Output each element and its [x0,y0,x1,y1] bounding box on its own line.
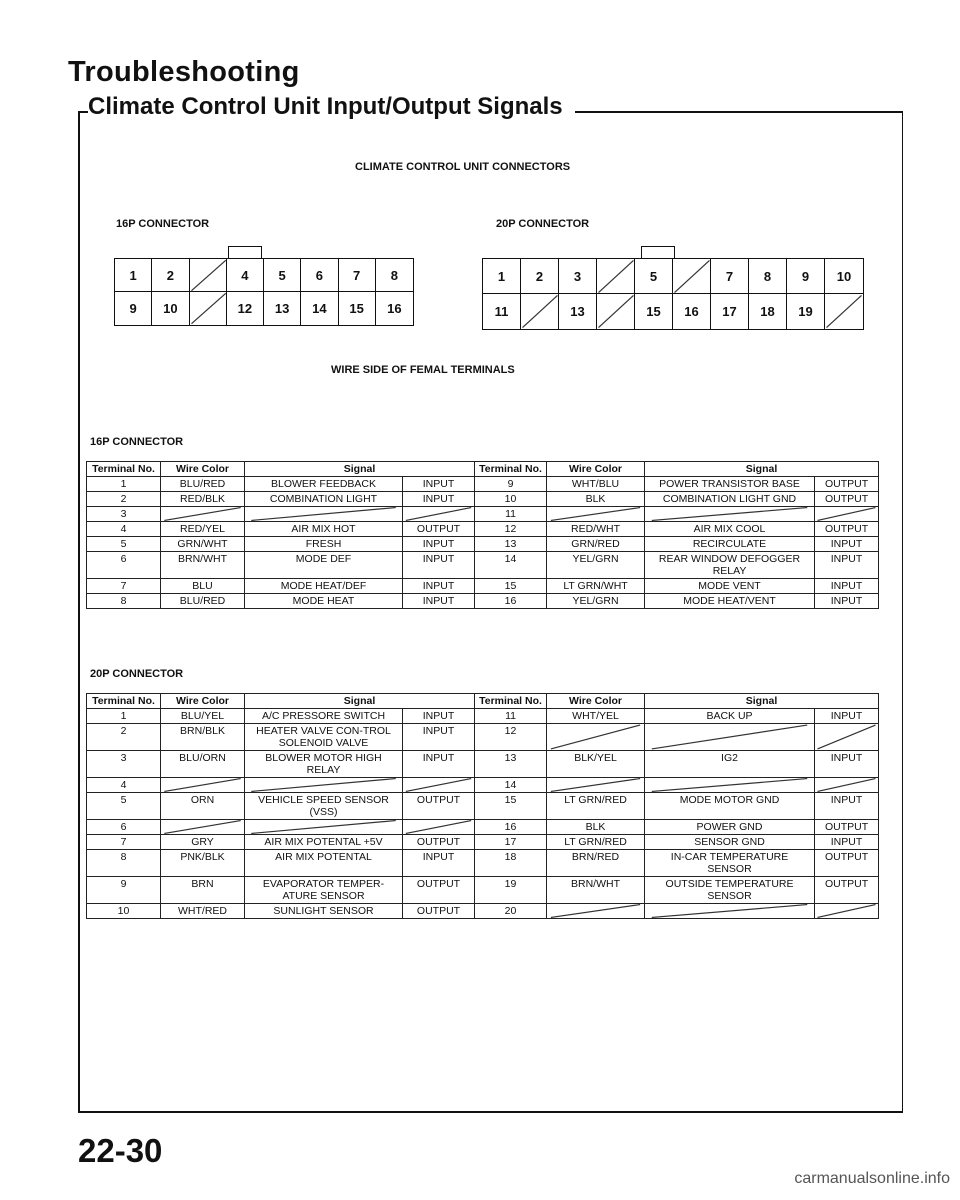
empty-slot-slash [645,724,814,750]
table-cell: AIR MIX COOL [645,522,815,537]
table-cell: OUTPUT [815,477,879,492]
table-cell: INPUT [403,552,475,579]
table-16p [86,461,879,609]
table-cell: INPUT [403,751,475,778]
table-cell: A/C PRESSORE SWITCH [245,709,403,724]
table-cell: 14 [475,778,547,793]
connector-terminal: 15 [635,294,673,329]
table-cell: MODE HEAT/DEF [245,579,403,594]
frame-right-rule [902,111,903,1113]
table-cell: LT GRN/WHT [547,579,645,594]
empty-slot-slash [245,778,402,792]
empty-slot-slash [161,820,244,834]
empty-cell [403,778,475,793]
table-cell: YEL/GRN [547,594,645,609]
connector-terminal: 6 [301,259,338,292]
table-cell: BLOWER MOTOR HIGH RELAY [245,751,403,778]
table-cell: RED/BLK [161,492,245,507]
table-cell: INPUT [403,594,475,609]
diagram-heading: CLIMATE CONTROL UNIT CONNECTORS [355,161,571,173]
connector-terminal: 2 [152,259,189,292]
empty-cell [645,724,815,751]
table-cell: EVAPORATOR TEMPER-ATURE SENSOR [245,877,403,904]
empty-slot-slash [597,259,635,294]
table-cell: INPUT [403,709,475,724]
empty-slot-slash [547,724,644,750]
connector-terminal: 1 [115,259,152,292]
table-cell: PNK/BLK [161,850,245,877]
empty-cell [245,778,403,793]
page-title: Troubleshooting [68,56,300,88]
connector-empty-terminal [673,259,711,294]
table-cell: 10 [475,492,547,507]
table-cell: INPUT [403,724,475,751]
table-cell: AIR MIX POTENTAL [245,850,403,877]
watermark: carmanualsonline.info [794,1170,950,1187]
table-cell: 2 [87,492,161,507]
table-cell: 9 [475,477,547,492]
empty-slot-slash [673,259,711,294]
connector-terminal: 1 [483,259,521,294]
connector-terminal: 3 [559,259,597,294]
connector-terminal: 7 [339,259,376,292]
column-header: Signal [245,694,475,709]
table-cell: 15 [475,579,547,594]
table-cell: OUTPUT [403,522,475,537]
column-header: Terminal No. [475,462,547,477]
table-row [87,522,879,537]
empty-cell [645,507,815,522]
table-cell: MODE DEF [245,552,403,579]
connector-terminal: 19 [787,294,825,329]
table-cell: OUTPUT [815,877,879,904]
empty-slot-slash [815,778,878,792]
empty-slot-slash [645,904,814,918]
table-cell: 15 [475,793,547,820]
table-row [87,537,879,552]
table-cell: 7 [87,579,161,594]
empty-slot-slash [245,507,402,521]
empty-slot-slash [815,507,878,521]
table-cell: HEATER VALVE CON-TROL SOLENOID VALVE [245,724,403,751]
table-cell: 18 [475,850,547,877]
empty-cell [815,507,879,522]
table-cell: 11 [475,507,547,522]
empty-slot-slash [190,259,227,292]
section-title: Climate Control Unit Input/Output Signals [88,93,575,121]
empty-cell [161,778,245,793]
table-cell: INPUT [403,537,475,552]
table-cell: MODE MOTOR GND [645,793,815,820]
connector-terminal: 8 [749,259,787,294]
table-cell: 4 [87,522,161,537]
connector-row [483,259,863,294]
connector-terminal: 13 [264,292,301,325]
table-cell: SENSOR GND [645,835,815,850]
table-row [87,751,879,778]
table-cell: OUTPUT [403,904,475,919]
connector-empty-terminal [825,294,863,329]
empty-slot-slash [547,904,644,918]
table-cell: 16 [475,820,547,835]
column-header: Wire Color [547,694,645,709]
connector-row [115,292,413,325]
table-cell: 2 [87,724,161,751]
connector-empty-terminal [597,294,635,329]
connector-terminal: 5 [635,259,673,294]
connector-row [115,259,413,292]
connector-empty-terminal [521,294,559,329]
table-cell: LT GRN/RED [547,793,645,820]
table-cell: BLK [547,492,645,507]
connector-16p [114,258,414,326]
empty-slot-slash [245,820,402,834]
empty-cell [815,904,879,919]
table-cell: 5 [87,793,161,820]
connector-empty-terminal [597,259,635,294]
table-cell: WHT/RED [161,904,245,919]
table-cell: MODE VENT [645,579,815,594]
empty-slot-slash [815,904,878,918]
table-20p [86,693,879,919]
table-cell: GRN/WHT [161,537,245,552]
column-header: Signal [645,694,879,709]
connector-empty-terminal [190,292,227,325]
connector-terminal: 16 [673,294,711,329]
column-header: Wire Color [547,462,645,477]
table-cell: RECIRCULATE [645,537,815,552]
connector-terminal: 17 [711,294,749,329]
connector-20p [482,258,864,330]
table-cell: 8 [87,850,161,877]
connector-terminal: 11 [483,294,521,329]
table-row [87,904,879,919]
empty-cell [645,904,815,919]
table-cell: INPUT [815,552,879,579]
connector-terminal: 10 [825,259,863,294]
empty-slot-slash [161,778,244,792]
table-cell: YEL/GRN [547,552,645,579]
table-cell: ORN [161,793,245,820]
table-cell: 6 [87,820,161,835]
table-cell: 17 [475,835,547,850]
diagram-16p-label: 16P CONNECTOR [116,218,210,230]
table-row [87,877,879,904]
table-cell: RED/WHT [547,522,645,537]
table-cell: POWER GND [645,820,815,835]
table-cell: OUTPUT [815,850,879,877]
table-cell: INPUT [815,579,879,594]
table-cell: COMBINATION LIGHT GND [645,492,815,507]
table-cell: 9 [87,877,161,904]
table-cell: WHT/YEL [547,709,645,724]
table-cell: 3 [87,507,161,522]
connector-terminal: 13 [559,294,597,329]
connector-terminal: 7 [711,259,749,294]
table-cell: OUTSIDE TEMPERATURE SENSOR [645,877,815,904]
table-cell: 3 [87,751,161,778]
table-cell: BRN [161,877,245,904]
frame-left-rule [78,111,80,1113]
table-cell: INPUT [815,537,879,552]
table-cell: BLU/RED [161,477,245,492]
connector-terminal: 9 [787,259,825,294]
table-row [87,850,879,877]
empty-slot-slash [403,778,474,792]
table-cell: GRN/RED [547,537,645,552]
empty-slot-slash [547,507,644,521]
table-cell: BRN/BLK [161,724,245,751]
table-header-row [87,694,879,709]
table-row [87,820,879,835]
empty-slot-slash [825,294,863,329]
table-cell: OUTPUT [815,522,879,537]
table-cell: INPUT [815,835,879,850]
diagram-20p-label: 20P CONNECTOR [496,218,590,230]
connector-terminal: 15 [339,292,376,325]
table-cell: MODE HEAT [245,594,403,609]
column-header: Signal [245,462,475,477]
table-row [87,579,879,594]
empty-slot-slash [645,507,814,521]
table-cell: BLU [161,579,245,594]
table-cell: INPUT [403,477,475,492]
table-cell: INPUT [815,751,879,778]
table-cell: 7 [87,835,161,850]
table-cell: 20 [475,904,547,919]
empty-cell [245,820,403,835]
empty-cell [403,507,475,522]
table-cell: BLOWER FEEDBACK [245,477,403,492]
table-cell: OUTPUT [815,492,879,507]
column-header: Terminal No. [475,694,547,709]
table-cell: BLK [547,820,645,835]
table-cell: 8 [87,594,161,609]
empty-cell [645,778,815,793]
table-cell: INPUT [403,579,475,594]
connector-terminal: 4 [227,259,264,292]
table-cell: 6 [87,552,161,579]
table-cell: OUTPUT [403,793,475,820]
table-cell: 4 [87,778,161,793]
table-row [87,492,879,507]
column-header: Terminal No. [87,694,161,709]
table-cell: 1 [87,709,161,724]
table-row [87,477,879,492]
table-cell: 11 [475,709,547,724]
table-cell: BRN/WHT [161,552,245,579]
connector-terminal: 8 [376,259,413,292]
table-cell: BLU/ORN [161,751,245,778]
table-cell: 13 [475,751,547,778]
table-cell: GRY [161,835,245,850]
table-cell: INPUT [815,709,879,724]
table-cell: VEHICLE SPEED SENSOR (VSS) [245,793,403,820]
table-cell: AIR MIX HOT [245,522,403,537]
empty-slot-slash [645,778,814,792]
empty-slot-slash [161,507,244,521]
connector-terminal: 14 [301,292,338,325]
table-cell: BLU/YEL [161,709,245,724]
table-cell: INPUT [815,793,879,820]
table-cell: FRESH [245,537,403,552]
empty-cell [547,724,645,751]
connector-terminal: 5 [264,259,301,292]
connector-row [483,294,863,329]
table-cell: WHT/BLU [547,477,645,492]
table-cell: 5 [87,537,161,552]
table-cell: BLU/RED [161,594,245,609]
empty-cell [403,820,475,835]
connector-terminal: 16 [387,301,402,316]
table-cell: INPUT [815,594,879,609]
connector-terminal: 2 [521,259,559,294]
table-cell: REAR WINDOW DEFOGGER RELAY [645,552,815,579]
empty-cell [161,507,245,522]
table-cell: LT GRN/RED [547,835,645,850]
empty-slot-slash [815,724,878,750]
column-header: Terminal No. [87,462,161,477]
table-cell: IN-CAR TEMPERATURE SENSOR [645,850,815,877]
table-cell: BRN/WHT [547,877,645,904]
table-row [87,507,879,522]
empty-slot-slash [403,820,474,834]
table-cell: INPUT [403,492,475,507]
empty-cell [547,904,645,919]
table-20p-label: 20P CONNECTOR [90,668,184,680]
connector-terminal: 9 [115,292,152,325]
table-cell: 16 [475,594,547,609]
table-row [87,552,879,579]
table-cell: OUTPUT [403,877,475,904]
table-cell: COMBINATION LIGHT [245,492,403,507]
table-row [87,594,879,609]
empty-cell [245,507,403,522]
connector-empty-terminal [190,259,227,292]
empty-cell [547,778,645,793]
table-cell: RED/YEL [161,522,245,537]
table-cell: 12 [475,724,547,751]
table-cell: 1 [87,477,161,492]
table-cell: OUTPUT [403,835,475,850]
table-16p-label: 16P CONNECTOR [90,436,184,448]
table-header-row [87,462,879,477]
wire-side-caption: WIRE SIDE OF FEMAL TERMINALS [331,364,515,376]
table-cell: 19 [475,877,547,904]
table-cell: 14 [475,552,547,579]
empty-slot-slash [521,294,559,329]
table-cell: AIR MIX POTENTAL +5V [245,835,403,850]
table-cell: SUNLIGHT SENSOR [245,904,403,919]
table-row [87,793,879,820]
connector-terminal: 18 [749,294,787,329]
table-row [87,778,879,793]
table-cell: 10 [87,904,161,919]
empty-slot-slash [403,507,474,521]
empty-slot-slash [597,294,635,329]
page-number: 22-30 [78,1132,163,1169]
empty-cell [815,778,879,793]
empty-cell [547,507,645,522]
connector-terminal: 10 [152,292,189,325]
table-row [87,709,879,724]
column-header: Wire Color [161,694,245,709]
table-cell: BLK/YEL [547,751,645,778]
table-cell: OUTPUT [815,820,879,835]
table-cell: IG2 [645,751,815,778]
table-cell: MODE HEAT/VENT [645,594,815,609]
frame-bottom-rule [78,1111,903,1113]
connector-terminal: 12 [227,292,264,325]
empty-slot-slash [547,778,644,792]
table-cell: 12 [475,522,547,537]
table-cell: INPUT [403,850,475,877]
column-header: Signal [645,462,879,477]
empty-cell [815,724,879,751]
empty-slot-slash [190,292,227,325]
table-row [87,835,879,850]
table-cell: BACK UP [645,709,815,724]
table-row [87,724,879,751]
table-cell: BRN/RED [547,850,645,877]
column-header: Wire Color [161,462,245,477]
table-cell: POWER TRANSISTOR BASE [645,477,815,492]
empty-cell [161,820,245,835]
table-cell: 13 [475,537,547,552]
